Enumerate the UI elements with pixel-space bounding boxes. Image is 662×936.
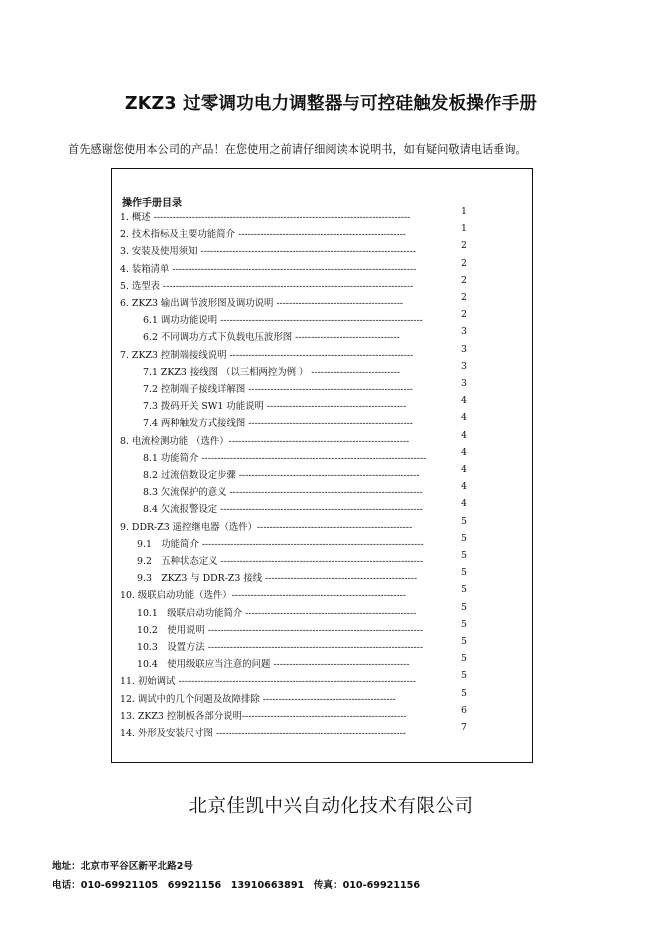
toc-entry (112, 704, 532, 725)
toc-entry (112, 326, 532, 346)
toc-entry-page: 4 (461, 446, 467, 458)
toc-entry (112, 601, 532, 622)
toc-entry-page: 5 (461, 687, 467, 699)
company-address: 地址：北京市平谷区新平北路2号 (52, 861, 193, 872)
toc-entry (112, 550, 532, 570)
toc-entry-title: 9.3 ZKZ3 与 DDR-Z3 接线 ------------------------------------------------ (137, 573, 418, 585)
toc-entry-title: 8.4 欠流报警设定 ---------------------------------------------------------------- (143, 504, 423, 516)
toc-entry-title: 7.3 拨码开关 SW1 功能说明 -------------------------------------------- (143, 401, 407, 413)
toc-entry-page: 5 (461, 670, 467, 682)
toc-entry-page: 5 (461, 550, 467, 561)
toc-entry-title: 13. ZKZ3 控制板各部分说明---------------------------------------------------- (120, 710, 407, 722)
toc-entry (112, 257, 532, 278)
toc-entry (112, 670, 532, 690)
toc-entry (112, 498, 532, 518)
toc-entry-page: 2 (461, 274, 467, 286)
toc-entry-page: 4 (461, 429, 467, 441)
toc-entry-title: 10.1 级联启动功能简介 ------------------------------------------------------ (137, 607, 417, 619)
toc-entry-page: 5 (461, 618, 467, 630)
toc-entry-title: 10.4 使用级联应当注意的问题 ------------------------------------------- (137, 659, 410, 671)
toc-entry-page: 2 (461, 292, 467, 303)
toc-entry-page: 1 (461, 206, 467, 217)
toc-heading: 操作手册目录 (122, 198, 182, 209)
toc-entry-title: 12. 调试中的几个问题及故障排除 ------------------------------------------ (120, 693, 396, 705)
toc-entry-page: 2 (461, 240, 467, 252)
toc-entry (112, 618, 532, 639)
toc-entry (112, 360, 532, 381)
toc-entry (112, 532, 532, 553)
toc-entry-page: 3 (461, 378, 467, 389)
intro-text: 首先感谢您使用本公司的产品！在您使用之前请仔细阅读本说明书，如有疑问敬请电话垂询。 (68, 143, 527, 156)
toc-entry (112, 412, 532, 432)
toc-entry-title: 9.1 功能简介 ---------------------------------------------------------------------- (137, 538, 424, 550)
toc-entry (112, 343, 532, 364)
company-phone: 电话：010-69921105 69921156 13910663891 传真：010-69921156 (52, 880, 420, 891)
toc-entry-page: 5 (461, 653, 467, 665)
toc-entry-title: 10. 级联启动功能（选件）------------------------------------------------------- (120, 590, 406, 602)
toc-entry (112, 515, 532, 536)
toc-entry-page: 2 (461, 309, 467, 321)
toc-entry (112, 584, 532, 604)
toc-entry-page: 4 (461, 464, 467, 475)
toc-entry-title: 6. ZKZ3 输出调节波形图及调功说明 ---------------------------------------- (120, 298, 404, 309)
toc-entry-title: 6.2 不同调功方式下负载电压波形图 --------------------------------- (143, 332, 400, 344)
toc-entry (112, 206, 532, 226)
toc-entry-title: 2. 技术指标及主要功能简介 ----------------------------------------------------- (120, 229, 406, 241)
toc-entry (112, 653, 532, 673)
toc-entry-title: 10.3 设置方法 -------------------------------------------------------------------- (137, 642, 424, 653)
toc-entry-title: 9. DDR-Z3 遥控继电器（选件）------------------------------------------------- (120, 521, 413, 533)
toc-entry-page: 5 (461, 636, 467, 647)
toc-entry (112, 481, 532, 501)
toc-entry-title: 14. 外形及安装尺寸图 ------------------------------------------------------------ (120, 728, 406, 739)
toc-entry-page: 4 (461, 395, 467, 407)
toc-entry-title: 5. 选型表 ------------------------------------------------------------------------------- (120, 280, 414, 292)
toc-entry-title: 9.2 五种状态定义 ---------------------------------------------------------------- (137, 556, 424, 567)
toc-entry (112, 309, 532, 329)
toc-entry (112, 464, 532, 484)
toc-entry-page: 5 (461, 584, 467, 596)
document-title: ZKZ3 过零调功电力调整器与可控硅触发板操作手册 (124, 94, 538, 114)
toc-entry-page: 2 (461, 257, 467, 269)
toc-entry-title: 6.1 调功功能说明 ---------------------------------------------------------------- (143, 315, 423, 327)
toc-box (111, 168, 533, 763)
toc-entry-title: 10.2 使用说明 -------------------------------------------------------------------- (137, 624, 424, 636)
toc-entry-title: 8. 电流检测功能 （选件）--------------------------------------------------------- (120, 435, 410, 447)
toc-entry (112, 429, 532, 450)
toc-entry-title: 3. 安装及使用须知 -------------------------------------------------------------------- (120, 246, 416, 258)
company-name: 北京佳凯中兴自动化技术有限公司 (188, 796, 474, 817)
toc-entry-title: 4. 装箱清单 ----------------------------------------------------------------------------- (120, 263, 417, 275)
toc-entry-page: 7 (461, 722, 467, 733)
toc-entry (112, 446, 532, 467)
toc-entry (112, 567, 532, 587)
toc-entry-title: 8.2 过流倍数设定步骤 --------------------------------------------------------- (143, 470, 420, 481)
toc-entry-page: 3 (461, 360, 467, 372)
toc-entry-title: 7.4 两种触发方式接线图 ---------------------------------------------------- (143, 418, 413, 430)
toc-entry-page: 5 (461, 532, 467, 544)
toc-entry (112, 240, 532, 260)
toc-entry-title: 8.3 欠流保护的意义 ------------------------------------------------------------- (143, 487, 423, 499)
toc-entry-page: 3 (461, 326, 467, 338)
toc-entry (112, 395, 532, 415)
toc-entry-title: 8.1 功能简介 ----------------------------------------------------------------------- (143, 452, 427, 464)
toc-entry-page: 1 (461, 223, 467, 235)
toc-entry (112, 292, 532, 312)
toc-entry-title: 11. 初始调试 --------------------------------------------------------------------------- (120, 676, 416, 688)
toc-entry (112, 223, 532, 243)
toc-entry-page: 5 (461, 567, 467, 579)
toc-entry-page: 3 (461, 343, 467, 355)
toc-entry (112, 274, 532, 295)
toc-entry (112, 687, 532, 708)
toc-entry-title: 7.1 ZKZ3 接线图 （以三相两控为例 ） ---------------------------- (143, 366, 401, 378)
toc-entry-page: 6 (461, 704, 467, 716)
toc-entry-page: 4 (461, 481, 467, 493)
toc-entry-page: 5 (461, 515, 467, 527)
toc-entry-page: 5 (461, 601, 467, 613)
toc-entry (112, 378, 532, 398)
toc-entry-title: 7. ZKZ3 控制端接线说明 ---------------------------------------------------------- (120, 349, 414, 361)
toc-entry-title: 7.2 控制端子接线详解图 ---------------------------------------------------- (143, 384, 413, 395)
toc-entry-page: 4 (461, 412, 467, 424)
toc-entry-title: 1. 概述 --------------------------------------------------------------------------------- (120, 212, 411, 223)
toc-entry (112, 722, 532, 742)
toc-entry (112, 636, 532, 656)
toc-entry-page: 4 (461, 498, 467, 510)
